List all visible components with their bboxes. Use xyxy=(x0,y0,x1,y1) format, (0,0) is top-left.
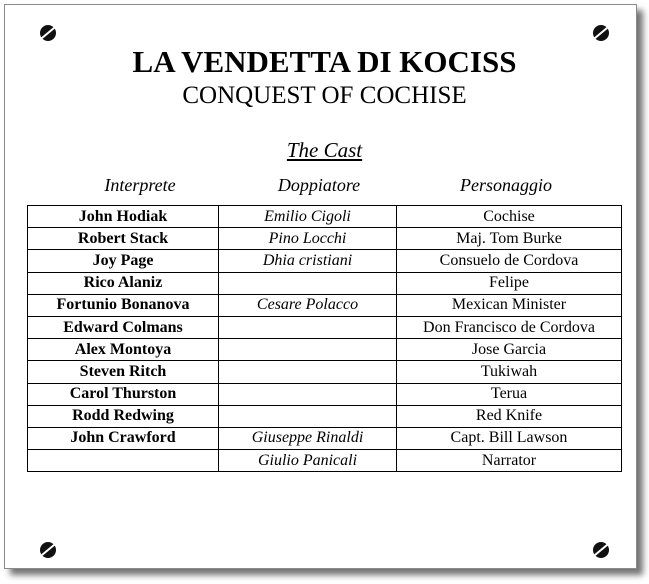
table-row xyxy=(28,361,622,383)
table-row xyxy=(28,272,622,294)
dubber-cell xyxy=(219,405,397,427)
table-row xyxy=(28,206,622,228)
cast-heading: The Cast xyxy=(286,138,363,162)
column-header-dubber: Doppiatore xyxy=(277,175,361,195)
cast-table xyxy=(27,205,622,472)
actor-cell: Steven Ritch xyxy=(28,361,219,383)
table-row xyxy=(28,316,622,338)
actor-cell: Rodd Redwing xyxy=(28,405,219,427)
table-row xyxy=(28,294,622,316)
actor-cell xyxy=(28,450,219,472)
column-header-actor: Interprete xyxy=(104,175,176,195)
dubber-cell xyxy=(219,383,397,405)
actor-cell: John Crawford xyxy=(28,427,219,449)
table-row xyxy=(28,427,622,449)
table-row xyxy=(28,450,622,472)
dubber-cell xyxy=(219,316,397,338)
character-cell: Capt. Bill Lawson xyxy=(397,427,622,449)
screw-icon xyxy=(40,542,56,558)
actor-cell: Carol Thurston xyxy=(28,383,219,405)
character-cell: Don Francisco de Cordova xyxy=(397,316,622,338)
character-cell: Felipe xyxy=(397,272,622,294)
actor-cell: Joy Page xyxy=(28,250,219,272)
character-cell: Jose Garcia xyxy=(397,339,622,361)
character-cell: Cochise xyxy=(397,206,622,228)
table-row xyxy=(28,250,622,272)
actor-cell: Fortunio Bonanova xyxy=(28,294,219,316)
table-row xyxy=(28,383,622,405)
table-row xyxy=(28,405,622,427)
dubber-cell: Giulio Panicali xyxy=(219,450,397,472)
character-cell: Terua xyxy=(397,383,622,405)
screw-icon xyxy=(593,542,609,558)
dubber-cell: Emilio Cigoli xyxy=(219,206,397,228)
dubber-cell xyxy=(219,339,397,361)
character-cell: Red Knife xyxy=(397,405,622,427)
actor-cell: Rico Alaniz xyxy=(28,272,219,294)
table-row xyxy=(28,339,622,361)
screw-icon xyxy=(40,25,56,41)
character-cell: Narrator xyxy=(397,450,622,472)
character-cell: Consuelo de Cordova xyxy=(397,250,622,272)
character-cell: Mexican Minister xyxy=(397,294,622,316)
dubber-cell: Giuseppe Rinaldi xyxy=(219,427,397,449)
film-title: LA VENDETTA DI KOCISS xyxy=(132,44,517,79)
film-subtitle: CONQUEST OF COCHISE xyxy=(182,82,467,109)
dubber-cell: Pino Locchi xyxy=(219,228,397,250)
cast-plaque xyxy=(4,4,637,569)
actor-cell: Edward Colmans xyxy=(28,316,219,338)
actor-cell: John Hodiak xyxy=(28,206,219,228)
dubber-cell: Dhia cristiani xyxy=(219,250,397,272)
column-header-character: Personaggio xyxy=(460,175,552,195)
dubber-cell xyxy=(219,272,397,294)
dubber-cell: Cesare Polacco xyxy=(219,294,397,316)
actor-cell: Alex Montoya xyxy=(28,339,219,361)
character-cell: Tukiwah xyxy=(397,361,622,383)
actor-cell: Robert Stack xyxy=(28,228,219,250)
table-row xyxy=(28,228,622,250)
screw-icon xyxy=(593,25,609,41)
dubber-cell xyxy=(219,361,397,383)
character-cell: Maj. Tom Burke xyxy=(397,228,622,250)
